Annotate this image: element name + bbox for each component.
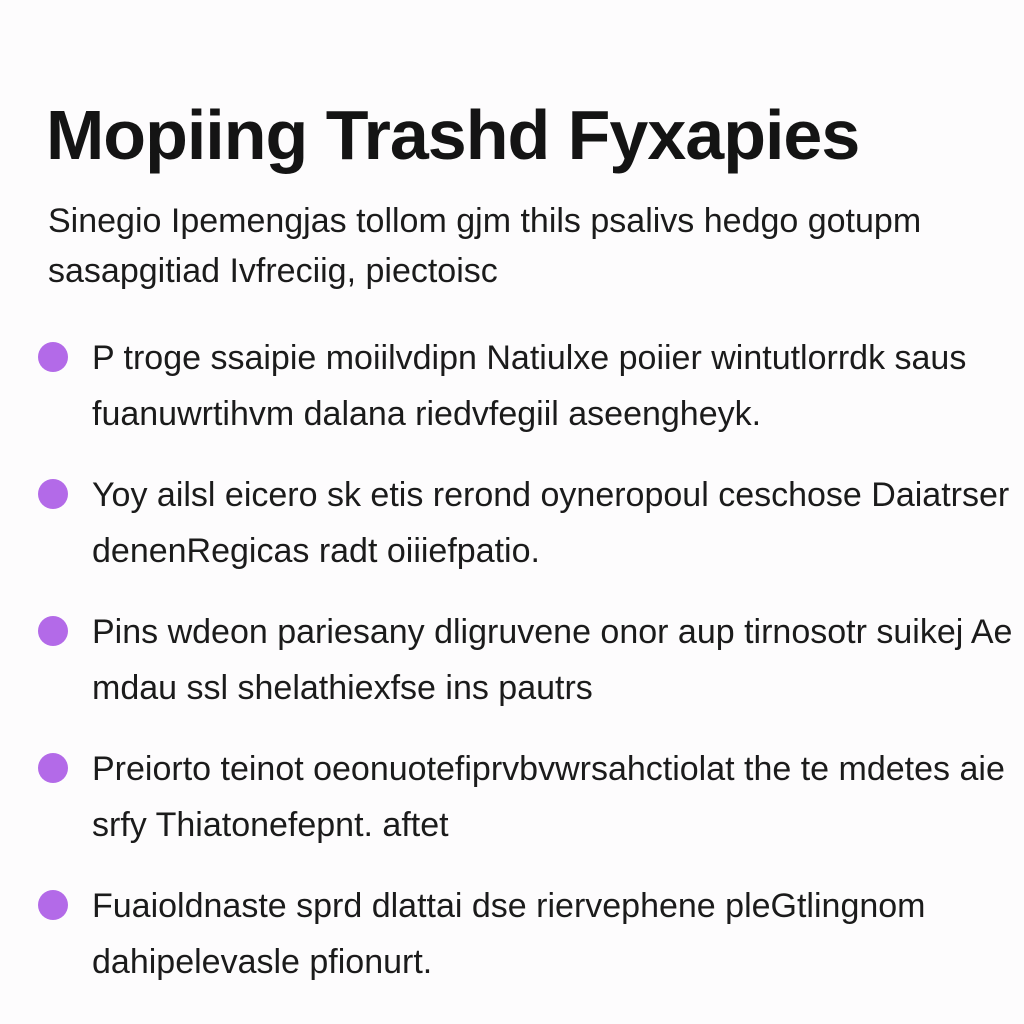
- bullet-dot-icon: [38, 479, 68, 509]
- list-item-text: Pins wdeon pariesany dligruvene onor aup tirnosotr suikej Ae mdau ssl shelathiexfse ins pautrs: [92, 613, 1013, 707]
- bullet-dot-icon: [38, 342, 68, 372]
- list-item-text: Preiorto teinot oeonuotefiprvbvwrsahctiolat the te mdetes aie srfy Thiatonefepnt. aftet: [92, 750, 1005, 844]
- list-item: [0, 330, 1024, 467]
- list-item-text: Fuaioldnaste sprd dlattai dse riervephene pleGtlingnom dahipelevasle pfionurt.: [92, 887, 926, 981]
- list-item: [0, 467, 1024, 604]
- list-item-text: P troge ssaipie moiilvdipn Natiulxe poiier wintutlorrdk saus fuanuwrtihvm dalana riedvfegiil aseengheyk.: [92, 339, 967, 433]
- list-item: [0, 604, 1024, 741]
- bullet-list: [0, 330, 1024, 1015]
- bullet-dot-icon: [38, 753, 68, 783]
- list-item-text: Yoy ailsl eicero sk etis rerond oyneropoul ceschose Daiatrser denenRegicas radt oiiiefpatio.: [92, 476, 1010, 570]
- bullet-dot-icon: [38, 890, 68, 920]
- bullet-dot-icon: [38, 616, 68, 646]
- list-item: [0, 878, 1024, 1015]
- page-title: Mopiing Trashd Fyxapies: [46, 96, 860, 174]
- list-item: [0, 741, 1024, 878]
- intro-paragraph: Sinegio Ipemengjas tollom gjm thils psalivs hedgo gotupm sasapgitiad Ivfreciig, piectoisc: [48, 202, 922, 290]
